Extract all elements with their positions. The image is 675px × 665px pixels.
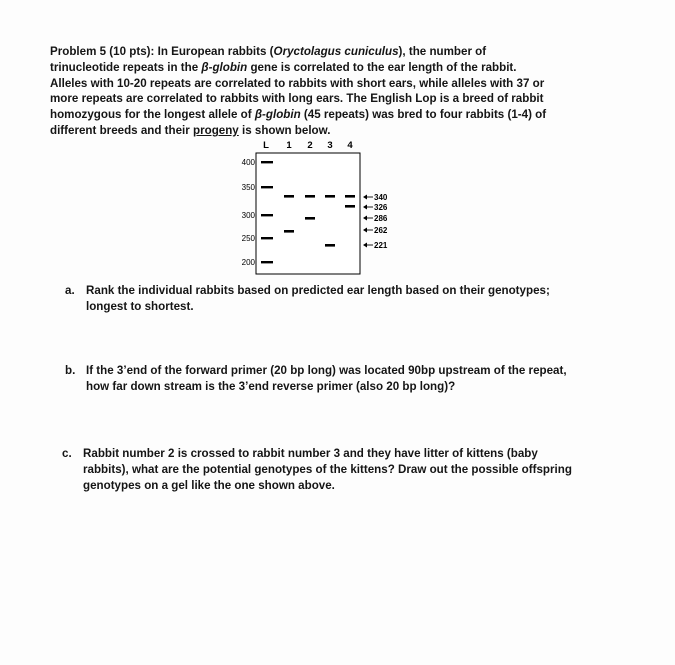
question-a-label: a. (65, 284, 75, 297)
progeny-word: progeny (193, 123, 239, 137)
lane4-band-340 (345, 195, 355, 198)
question-c-text: Rabbit number 2 is crossed to rabbit number 3 and they have litter of kittens (baby rabbits), what are the potential genotypes of the kittens? Draw out the possible offspring genotypes on a gel like the one shown above. (83, 447, 572, 492)
marker-286 (363, 214, 388, 223)
marker-label-340: 340 (374, 193, 388, 202)
lane-label-3: 3 (327, 140, 333, 151)
gene-name-2: β-globin (254, 108, 301, 122)
lane2-band-340 (305, 195, 315, 198)
marker-label-221: 221 (374, 241, 388, 250)
ladder-band-200 (261, 261, 273, 263)
marker-326 (363, 203, 388, 212)
marker-label-262: 262 (374, 226, 388, 235)
species-name: Oryctolagus cuniculus (273, 45, 399, 58)
question-b-text: If the 3’end of the forward primer (20 bp long) was located 90bp upstream of the repeat, how far down stream is the 3’end reverse primer (also 20 bp long)? (86, 364, 567, 393)
lane2-band-262 (305, 217, 315, 220)
marker-262 (363, 226, 388, 235)
marker-340 (363, 193, 388, 202)
ladder-label-250: 250 (241, 234, 255, 243)
ladder-band-350 (261, 186, 273, 188)
marker-label-286: 286 (374, 214, 388, 223)
lane-label-1: 1 (286, 140, 292, 151)
lane-label-2: 2 (307, 140, 313, 151)
ladder-label-350: 350 (241, 183, 255, 192)
ladder-label-200: 200 (241, 258, 255, 267)
ladder-label-400: 400 (241, 158, 255, 167)
problem-text-2: ), the number of trinucleotide repeats in the (50, 45, 487, 74)
lane3-band-221 (325, 244, 335, 247)
ladder-band-400 (261, 161, 273, 163)
lane1-band-286 (284, 230, 294, 233)
problem-text-1: In European rabbits ( (154, 45, 274, 58)
lane1-band-340 (284, 195, 294, 198)
gene-name-1: β-globin (201, 60, 248, 74)
problem-text-5: is shown below. (238, 123, 331, 137)
problem-statement (50, 44, 555, 139)
lane-label-4: 4 (347, 140, 353, 151)
lane-label-L: L (263, 140, 269, 151)
question-a (65, 283, 575, 315)
question-b-label: b. (65, 364, 76, 377)
question-c-label: c. (62, 447, 72, 460)
lane3-band-340 (325, 195, 335, 198)
lane4-band-326 (345, 205, 355, 208)
ladder-band-250 (261, 237, 273, 239)
ladder-band-300 (261, 214, 273, 216)
question-b (65, 363, 575, 395)
marker-221 (363, 241, 388, 250)
problem-text-3: gene is correlated to the ear length of the rabbit. Alleles with 10-20 repeats are correlated to rabbits with short ears, while alleles with 37 or more repeats are correlated to rabbits with long ears. The English Lop is a breed of rabbit homozygous for the longest allele of (50, 60, 545, 122)
ladder-label-300: 300 (241, 211, 255, 220)
problem-text-4: (45 repeats) was bred to four rabbits (1-4) of different breeds and their (50, 108, 547, 137)
question-a-text: Rank the individual rabbits based on predicted ear length based on their genotypes; longest to shortest. (86, 284, 550, 313)
gel-figure (230, 138, 410, 288)
gel-frame (256, 153, 360, 274)
problem-label: Problem 5 (10 pts): (50, 45, 155, 58)
marker-label-326: 326 (374, 203, 388, 212)
question-c (62, 446, 582, 493)
